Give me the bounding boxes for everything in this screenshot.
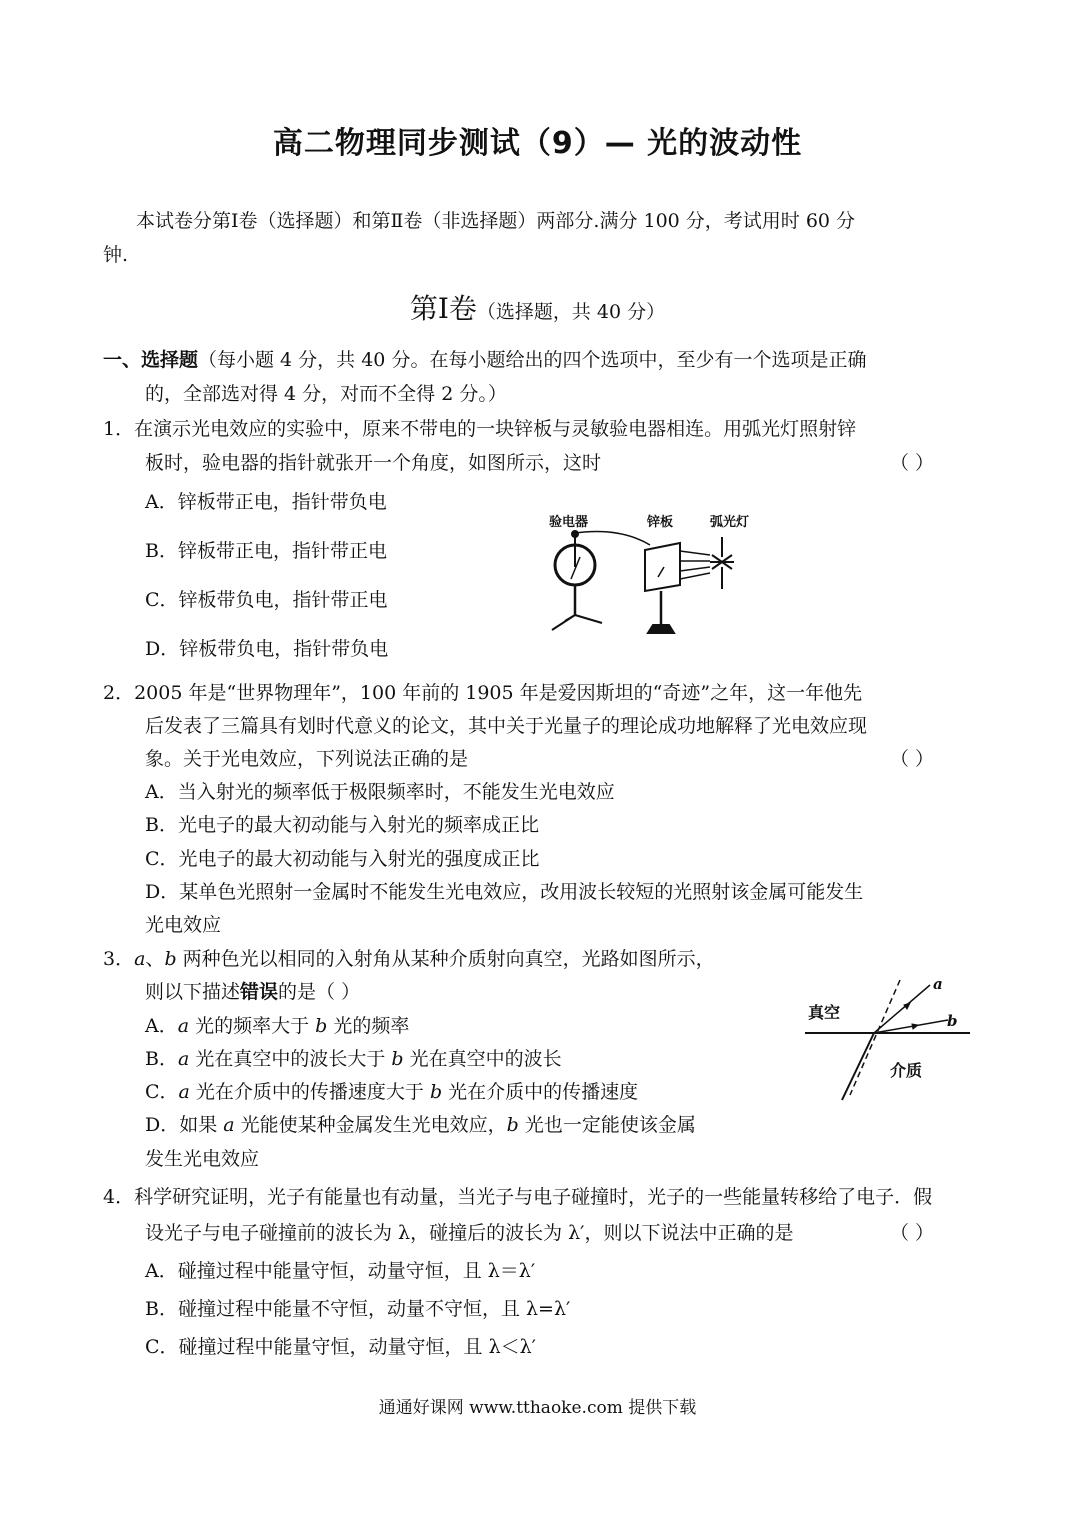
connecting-wire (575, 532, 650, 546)
q4-option-a: A．碰撞过程中能量守恒，动量守恒，且 λ＝λ′ (145, 1260, 536, 1282)
q3-var-a: a (134, 948, 146, 970)
q3-c-v2: b (429, 1081, 443, 1103)
q4-line-2: 设光子与电子碰撞前的波长为 λ，碰撞后的波长为 λ′，则以下说法中正确的是 (145, 1222, 794, 1244)
q2-option-c: C．光电子的最大初动能与入射光的强度成正比 (145, 848, 540, 870)
electroscope-base (552, 615, 602, 630)
section-heading (0, 287, 1075, 327)
zinc-plate (645, 543, 680, 591)
q3-option-d (145, 1110, 696, 1137)
q2-number: 2． (103, 682, 135, 704)
q3-c-v1: a (178, 1081, 190, 1103)
fig3-ray-b-label: b (947, 1012, 958, 1030)
q1-answer-paren: （ ） (890, 452, 935, 474)
intro-line-2: 钟. (103, 244, 129, 266)
normal-line-upper (850, 980, 900, 1095)
part-label: 一、选择题 (103, 349, 199, 371)
arc-lamp (710, 537, 734, 589)
page-footer: 通通好课网 www.tthaoke.com 提供下载 (378, 1398, 697, 1418)
refraction-figure (800, 975, 975, 1105)
page-title: 高二物理同步测试（9）— 光的波动性 (272, 126, 803, 161)
q3-a-v2: b (315, 1015, 328, 1037)
fig3-vacuum-label: 真空 (808, 1003, 841, 1022)
part-instructions-1: （每小题 4 分，共 40 分。在每小题给出的四个选项中，至少有一个选项是正确 (198, 349, 867, 371)
q3-line-2 (145, 977, 360, 1004)
q1-option-c: C．锌板带负电，指针带正电 (145, 589, 388, 611)
q3-a-t1: 光的频率大于 (189, 1015, 316, 1037)
light-ray (680, 567, 710, 571)
q3-b-v1: a (177, 1048, 190, 1070)
incident-ray (842, 1033, 874, 1100)
q3-a-v1: a (177, 1015, 190, 1037)
q2-text-1: 2005 年是“世界物理年”，100 年前的 1905 年是爱因斯坦的“奇迹”之年，这一年他先 (134, 682, 863, 704)
light-ray (680, 551, 710, 555)
ray-b-arrow (912, 1024, 918, 1029)
q4-answer-paren: （ ） (890, 1222, 935, 1244)
electroscope-knob (572, 531, 578, 537)
fig1-zinc-label: 锌板 (647, 515, 674, 530)
q2-line-1 (103, 678, 862, 705)
q4-number: 4． (103, 1186, 135, 1208)
q3-text-1: 两种色光以相同的入射角从某种介质射向真空，光路如图所示， (176, 948, 715, 970)
q4-line-1 (103, 1182, 932, 1209)
q3-c-t1: 光在介质中的传播速度大于 (189, 1081, 430, 1103)
q3-d-t2: 光也一定能使该金属 (518, 1114, 696, 1136)
q3-d-v2: b (506, 1114, 519, 1136)
q2-line-3: 象。关于光电效应，下列说法正确的是 (145, 748, 469, 770)
q3-text-2a: 则以下描述 (145, 981, 241, 1003)
q1-option-d: D．锌板带负电，指针带负电 (145, 638, 389, 660)
fig3-ray-a-label: a (933, 975, 943, 993)
q3-d-prefix: D．如果 (145, 1114, 224, 1136)
intro-line-1: 本试卷分第Ⅰ卷（选择题）和第Ⅱ卷（非选择题）两部分.满分 100 分，考试用时 60 分 (136, 210, 856, 232)
q3-emphasis: 错误 (240, 981, 279, 1003)
q3-b-t1: 光在真空中的波长大于 (189, 1048, 392, 1070)
q1-line-1 (103, 414, 856, 441)
ray-b-line (874, 1020, 948, 1033)
q1-number: 1． (103, 418, 135, 440)
q3-a-prefix: A． (145, 1015, 178, 1037)
q4-text-1: 科学研究证明，光子有能量也有动量，当光子与电子碰撞时，光子的一些能量转移给了电子．假 (134, 1186, 933, 1208)
q3-option-c (145, 1077, 638, 1104)
q2-answer-paren: （ ） (890, 748, 935, 770)
q3-b-prefix: B． (145, 1048, 178, 1070)
part-instructions-2: 的，全部选对得 4 分，对而不全得 2 分。） (145, 383, 507, 405)
q1-line-2: 板时，验电器的指针就张开一个角度，如图所示，这时 (145, 452, 602, 474)
q3-line-1 (103, 944, 715, 971)
q3-b-v2: b (391, 1048, 404, 1070)
fig1-lamp-label: 弧光灯 (710, 515, 750, 530)
zinc-base (648, 625, 674, 633)
q3-option-a (145, 1011, 409, 1038)
q3-c-t2: 光在介质中的传播速度 (442, 1081, 639, 1103)
light-ray (680, 573, 710, 579)
part-instructions (103, 345, 866, 372)
section-subtitle: （选择题，共 40 分） (476, 301, 666, 323)
q3-option-d-cont: 发生光电效应 (145, 1148, 260, 1170)
q3-text-2b: 的是（ ） (278, 981, 361, 1003)
q2-line-2: 后发表了三篇具有划时代意义的论文，其中关于光量子的理论成功地解释了光电效应现 (145, 715, 868, 737)
q2-option-d-cont: 光电效应 (145, 914, 222, 936)
q3-option-b (145, 1044, 562, 1071)
q4-option-c: C．碰撞过程中能量守恒，动量守恒，且 λ＜λ′ (145, 1336, 536, 1358)
q1-text-1: 在演示光电效应的实验中，原来不带电的一块锌板与灵敏验电器相连。用弧光灯照射锌 (134, 418, 857, 440)
q3-var-b: b (164, 948, 177, 970)
q3-d-v1: a (223, 1114, 235, 1136)
q3-b-t2: 光在真空中的波长 (403, 1048, 562, 1070)
q2-option-d: D．某单色光照射一金属时不能发生光电效应，改用波长较短的光照射该金属可能发生 (145, 881, 864, 903)
q3-number: 3． (103, 948, 135, 970)
q1-option-b: B．锌板带正电，指针带正电 (145, 540, 387, 562)
q1-option-a: A．锌板带正电，指针带负电 (145, 491, 387, 513)
q4-option-b: B．碰撞过程中能量不守恒，动量不守恒，且 λ=λ′ (145, 1298, 571, 1320)
fig1-electroscope-label: 验电器 (549, 515, 589, 530)
q2-option-a: A．当入射光的频率低于极限频率时，不能发生光电效应 (145, 781, 615, 803)
q2-option-b: B．光电子的最大初动能与入射光的频率成正比 (145, 814, 539, 836)
photoelectric-apparatus-figure (540, 525, 760, 640)
ray-a-arrow (904, 1003, 910, 1009)
fig3-medium-label: 介质 (890, 1061, 923, 1080)
ray-a-line (874, 985, 930, 1033)
section-title: 第Ⅰ卷 (409, 292, 477, 325)
zinc-needle-mark (658, 567, 664, 577)
q3-d-t1: 光能使某种金属发生光电效应， (234, 1114, 507, 1136)
q3-c-prefix: C． (145, 1081, 179, 1103)
q3-sep: 、 (145, 948, 165, 970)
q3-a-t2: 光的频率 (327, 1015, 410, 1037)
